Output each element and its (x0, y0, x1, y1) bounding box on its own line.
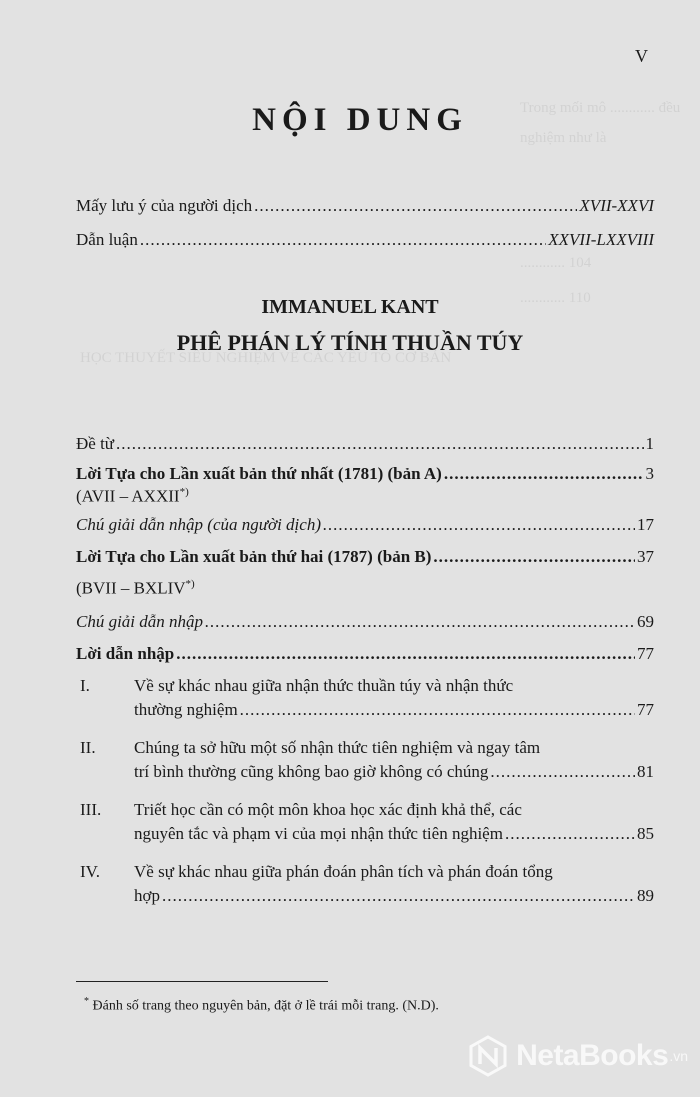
toc-entry[interactable] (76, 230, 654, 256)
toc-entry-page: 37 (637, 547, 654, 566)
toc-entry[interactable] (76, 547, 654, 573)
footnote-marker: * (84, 996, 89, 1007)
footnote-text: Đánh số trang theo nguyên bản, đặt ở lề trái mỗi trang. (N.D). (92, 998, 439, 1014)
toc-entry-page: XXVII-LXXVIII (548, 230, 654, 249)
toc-subentry[interactable] (76, 862, 654, 914)
bleed-through-text: HỌC THUYẾT SIÊU NGHIỆM VỀ CÁC YẾU TỐ CƠ BẢN (80, 350, 452, 366)
toc-subentry-line2 (134, 824, 654, 844)
toc-subentry-line2-text: trí bình thường cũng không bao giờ không có chúng (134, 762, 489, 781)
toc-entry-label: Lời Tựa cho Lần xuất bản thứ hai (1787) (bản B) (76, 547, 432, 566)
toc-entry-page: 77 (637, 644, 654, 663)
toc-entry-label: Lời dẫn nhập (76, 644, 175, 663)
toc-subentry-line2-text: hợp (134, 886, 160, 905)
toc-subentry-line2 (134, 700, 654, 720)
leader-dots (323, 515, 635, 535)
toc-subentry-line1: Về sự khác nhau giữa phán đoán phân tích và phán đoán tổng (134, 862, 553, 881)
toc-entry-label: Chú giải dẫn nhập (của người dịch) (76, 515, 321, 534)
leader-dots (162, 886, 635, 906)
toc-entry-subline-text: (BVII – BXLIV (76, 578, 186, 598)
watermark-suffix: .vn (669, 1048, 688, 1064)
footnote (84, 996, 439, 1015)
toc-subentry-line2 (134, 762, 654, 782)
toc-subentry-line1: Triết học cần có một môn khoa học xác định khả thể, các (134, 800, 522, 819)
roman-numeral: II. (80, 738, 96, 757)
leader-dots (433, 547, 635, 567)
leader-dots (176, 644, 635, 664)
toc-entry[interactable] (76, 612, 654, 638)
watermark-logo-icon (466, 1034, 510, 1078)
toc-entry-page: 1 (645, 434, 654, 453)
roman-numeral: IV. (80, 862, 100, 881)
toc-entry[interactable] (76, 434, 654, 460)
toc-entry-page: 89 (637, 886, 654, 905)
leader-dots (140, 230, 546, 250)
watermark (466, 1034, 688, 1078)
leader-dots (505, 824, 635, 844)
roman-numeral: III. (80, 800, 102, 819)
author-heading: IMMANUEL KANT (261, 296, 439, 318)
footnote-marker: *) (185, 578, 195, 590)
leader-dots (240, 700, 635, 720)
leader-dots (254, 196, 577, 216)
toc-entry[interactable] (76, 515, 654, 541)
toc-entry-page: 3 (645, 464, 654, 483)
roman-numeral: I. (80, 676, 90, 695)
toc-entry-page: 17 (637, 515, 654, 534)
leader-dots (490, 762, 635, 782)
toc-entry-subline (76, 486, 189, 507)
toc-subentry-line1: Chúng ta sở hữu một số nhận thức tiên nghiệm và ngay tâm (134, 738, 541, 757)
toc-subentry[interactable] (76, 800, 654, 852)
toc-entry[interactable] (76, 196, 654, 222)
toc-entry-page: 77 (637, 700, 654, 719)
toc-subentry-line1: Về sự khác nhau giữa nhận thức thuần túy và nhận thức (134, 676, 514, 695)
bleed-through-text: ............ 110 (520, 290, 591, 306)
bleed-through-text: ............ 104 (520, 255, 592, 271)
bleed-through-text: Trong mối mô ............ đều (520, 100, 681, 116)
toc-subentry-line2-text: thường nghiệm (134, 700, 238, 719)
footnote-marker: *) (179, 486, 189, 498)
leader-dots (205, 612, 635, 632)
toc-entry-subline-text: (AVII – AXXII (76, 486, 180, 506)
toc-entry-subline (76, 578, 195, 599)
page-title: NỘI DUNG (252, 102, 468, 138)
toc-subentry[interactable] (76, 738, 654, 790)
toc-entry-label: Dẫn luận (76, 230, 138, 249)
leader-dots (444, 464, 644, 484)
bleed-through-text: nghiệm như là (520, 130, 607, 146)
toc-subentry-line2-text: nguyên tắc và phạm vi của mọi nhận thức tiên nghiệm (134, 824, 503, 843)
leader-dots (116, 434, 643, 454)
toc-entry-page: 85 (637, 824, 654, 843)
footnote-divider (76, 981, 328, 982)
toc-entry-page: 69 (637, 612, 654, 631)
toc-entry-page: XVII-XXVI (579, 196, 654, 215)
toc-entry-label: Đề từ (76, 434, 115, 453)
toc-entry-label: Chú giải dẫn nhập (76, 612, 204, 631)
watermark-brand: NetaBooks (516, 1039, 669, 1072)
page-number: V (635, 46, 648, 66)
toc-entry[interactable] (76, 644, 654, 670)
toc-entry-label: Mấy lưu ý của người dịch (76, 196, 253, 215)
book-title-heading: PHÊ PHÁN LÝ TÍNH THUẦN TÚY (176, 330, 524, 355)
toc-subentry[interactable] (76, 676, 654, 728)
toc-entry-label: Lời Tựa cho Lần xuất bản thứ nhất (1781) (bản A) (76, 464, 442, 483)
toc-subentry-line2 (134, 886, 654, 906)
toc-entry-page: 81 (637, 762, 654, 781)
